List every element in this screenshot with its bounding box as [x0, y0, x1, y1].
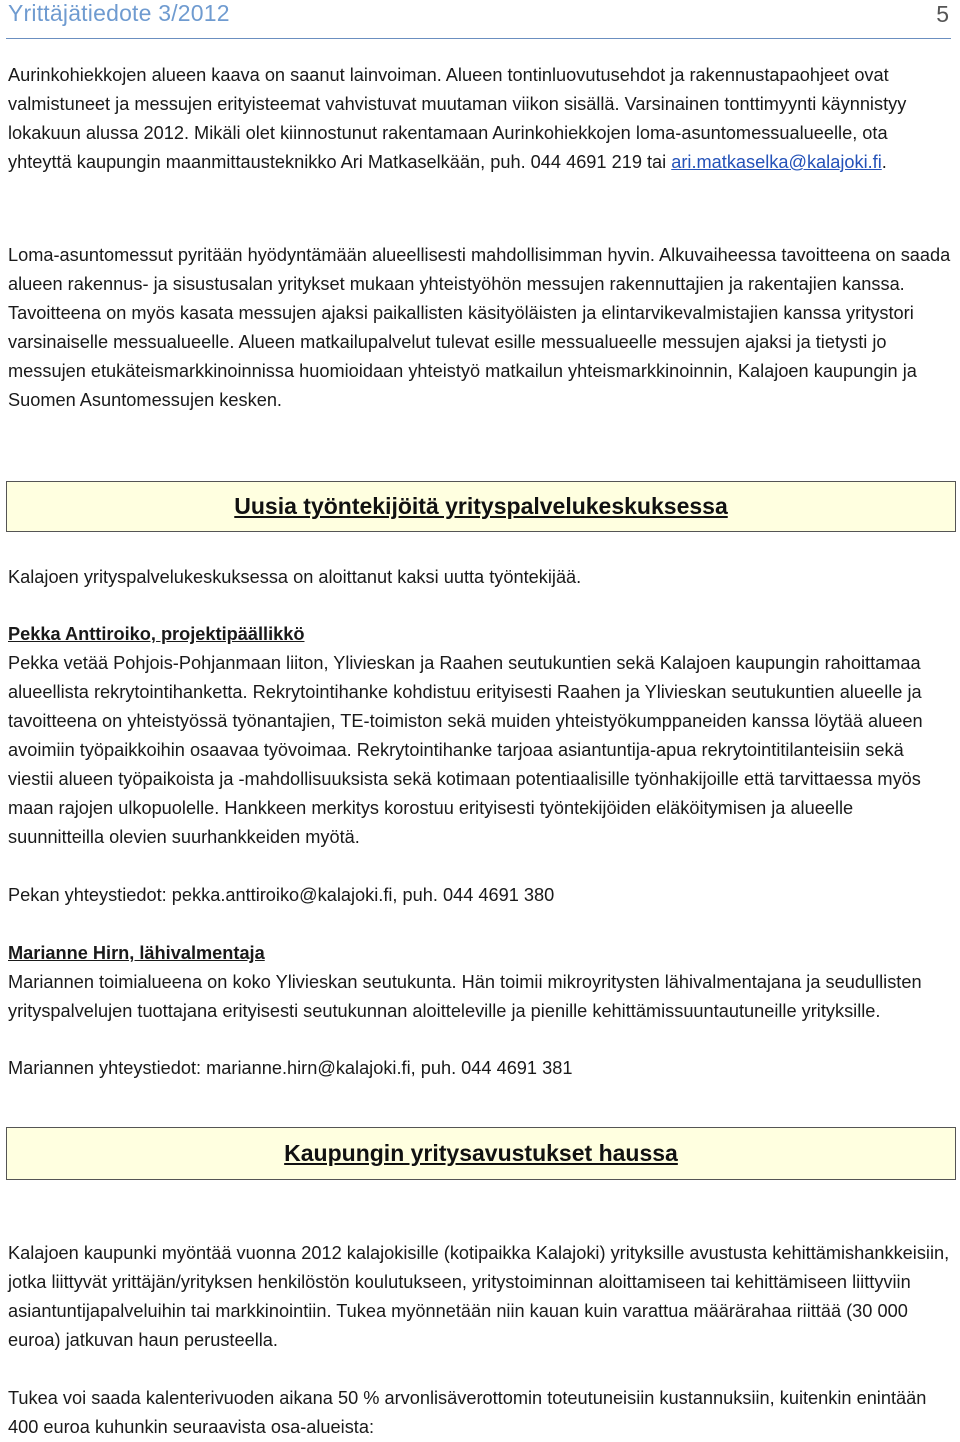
email-link[interactable]: ari.matkaselka@kalajoki.fi: [671, 152, 882, 172]
intro-paragraph: [8, 61, 952, 177]
person-contact: Mariannen yhteystiedot: marianne.hirn@kalajoki.fi, puh. 044 4691 381: [8, 1058, 573, 1078]
person-heading: Pekka Anttiroiko, projektipäällikkö: [8, 624, 305, 644]
person-heading: Marianne Hirn, lähivalmentaja: [8, 943, 265, 963]
grants-paragraph: Kalajoen kaupunki myöntää vuonna 2012 kalajokisille (kotipaikka Kalajoki) yrityksille avustusta kehittämishankkeisiin, jotka liittyvät yrittäjän/yrityksen henkilöstön koulutukseen, yritystoiminnan aloittamiseen tai kehittämiseen liittyviin asiantuntijapalveluihin tai markkinointiin. Tukea myönnetään niin kauan kuin varattua määrärahaa riittää (30 000 euroa) jatkuvan haun perusteella.: [8, 1243, 950, 1350]
newsletter-title: Yrittäjätiedote 3/2012: [8, 0, 230, 26]
section-heading: Kaupungin yritysavustukset haussa: [284, 1140, 678, 1166]
fair-paragraph: Loma-asuntomessut pyritään hyödyntämään alueellisesti mahdollisimman hyvin. Alkuvaiheessa tavoitteena on saada alueen rakennus- ja sisustusalan yritykset mukaan yhteistyöhön messujen rakennuttajien ja rakentajien kanssa. Tavoitteena on myös kasata messujen ajaksi paikallisten käsityöläisten ja elintarvikevalmistajien kanssa yritystori varsinaiselle messualueelle. Alueen matkailupalvelut tulevat esille messualueelle messujen ajaksi ja tietysti jo messujen etukäteismarkkinoinnissa huomioidaan yhteistyö matkailun yhteismarkkinoinnin, Kalajoen kaupungin ja Suomen Asuntomessujen kesken.: [8, 245, 951, 410]
section-heading-box: [6, 1127, 956, 1180]
intro-text: Aurinkohiekkojen alueen kaava on saanut lainvoiman. Alueen tontinluovutusehdot ja rakennustapaohjeet ovat valmistuneet ja messujen erityisteemat vahvistuvat muutaman viikon sisällä. Varsinainen tonttimyynti käynnistyy lokakuun alussa 2012. Mikäli olet kiinnostunut rakentamaan Aurinkohiekkojen loma-asuntomessualueelle, ota yhteyttä kaupungin maanmittausteknikko Ari Matkaselkään, puh. 044 4691 219 tai: [8, 65, 907, 172]
grants-paragraph: Tukea voi saada kalenterivuoden aikana 50 % arvonlisäverottomin toteutuneisiin kustannuksiin, kuitenkin enintään 400 euroa kuhunkin seuraavista osa-alueista:: [8, 1388, 927, 1437]
person-contact: Pekan yhteystiedot: pekka.anttiroiko@kalajoki.fi, puh. 044 4691 380: [8, 885, 555, 905]
intro-text-end: .: [881, 152, 887, 172]
person-description: Pekka vetää Pohjois-Pohjanmaan liiton, Ylivieskan ja Raahen seutukuntien sekä Kalajoen kaupungin rahoittamaa alueellista rekrytointihanketta. Rekrytointihanke kohdistuu erityisesti Raahen ja Ylivieskan seutukuntien alueelle ja tavoitteena on yhteistyössä työnantajien, TE-toimiston sekä muiden yhteistyökumppaneiden kanssa löytää alueen avoimiin työpaikkoihin osaavaa työvoimaa. Rekrytointihanke tarjoaa asiantuntija-apua rekrytointitilanteisiin sekä viestii alueen työpaikoista ja -mahdollisuuksista sekä kotimaan potentiaalisille työnhakijoille että tarvittaessa myös maan rajojen ulkopuolelle. Hankkeen merkitys korostuu erityisesti työntekijöiden eläköitymisen ja alueelle suunnitteilla olevien suurhankkeiden myötä.: [8, 653, 923, 847]
person-description: Mariannen toimialueena on koko Ylivieskan seutukunta. Hän toimii mikroyritysten lähivalmentajana ja seudullisten yrityspalvelujen tuottajana erityisesti seutukunnan aloitteleville ja pienille kehittämissuuntautuneille yrityksille.: [8, 972, 922, 1021]
section-intro: Kalajoen yrityspalvelukeskuksessa on aloittanut kaksi uutta työntekijää.: [8, 567, 582, 587]
page-number: 5: [936, 1, 949, 27]
section-heading-box: [6, 481, 956, 532]
section-heading: Uusia työntekijöitä yrityspalvelukeskuksessa: [234, 493, 728, 519]
page-header: [6, 0, 951, 39]
